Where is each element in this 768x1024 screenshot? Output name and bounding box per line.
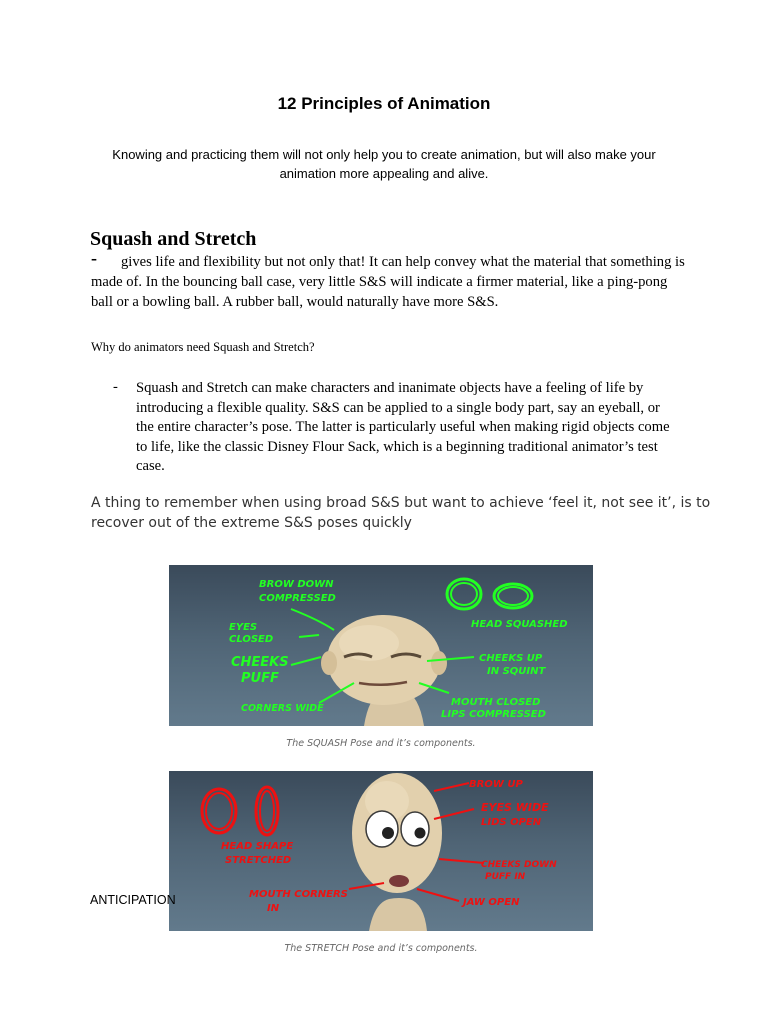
- label-cheeks: CHEEKS: [231, 655, 289, 670]
- bullet-dash: -: [91, 248, 97, 268]
- label-eyes-wide: EYES WIDE: [481, 801, 549, 814]
- squash-illustration: [169, 565, 593, 726]
- remember-note: A thing to remember when using broad S&S but want to achieve ‘feel it, not see it’, is to recover out of the extreme S&S poses quickly: [91, 495, 711, 531]
- list-bullet: -: [113, 379, 118, 395]
- label-cheeks-puff: PUFF: [241, 671, 279, 686]
- label-mouth-in: IN: [267, 903, 280, 914]
- squash-stretch-paragraph: gives life and flexibility but not only that! It can help convey what the material that something is made of. In the bouncing ball case, very little S&S will indicate a firmer material, like a ping-pong ball or a bowling ball. A rubber ball, would naturally have more S&S.: [91, 254, 685, 310]
- body-shape: [369, 898, 427, 931]
- squash-pose-image: [169, 565, 593, 726]
- squash-caption: The SQUASH Pose and it’s components.: [286, 738, 476, 749]
- label-lids-open: LIDS OPEN: [481, 817, 542, 828]
- label-brow-down: BROW DOWN: [259, 579, 334, 590]
- squash-stretch-heading: Squash and Stretch: [90, 228, 257, 250]
- list-item: Squash and Stretch can make characters and inanimate objects have a feeling of life by introducing a flexible quality. S&S can be applied to a single body part, say an eyeball, or the entire character’s pose. The latter is particularly useful when making rigid objects come to life, like the classic Disney Flour Sack, which is a beginning traditional animator’s test case.: [136, 380, 670, 474]
- label-brow-up: BROW UP: [469, 779, 523, 790]
- label-corners-wide: CORNERS WIDE: [241, 703, 324, 714]
- stretch-pose-image: [169, 771, 593, 931]
- label-mouth-corners: MOUTH CORNERS: [249, 889, 348, 900]
- label-brow-compressed: COMPRESSED: [259, 593, 336, 604]
- label-cheeks-up: CHEEKS UP: [479, 653, 543, 664]
- page-title: 12 Principles of Animation: [277, 94, 491, 113]
- label-eyes: EYES: [229, 622, 258, 633]
- label-lips-compressed: LIPS COMPRESSED: [441, 709, 546, 720]
- label-head-shape: HEAD SHAPE: [221, 841, 294, 852]
- label-mouth-closed: MOUTH CLOSED: [451, 697, 541, 708]
- stretch-caption: The STRETCH Pose and it’s components.: [284, 943, 478, 954]
- label-in-squint: IN SQUINT: [487, 666, 546, 677]
- label-head-squashed: HEAD SQUASHED: [471, 619, 568, 630]
- label-cheeks-down: CHEEKS DOWN: [481, 860, 557, 870]
- anticipation-heading: ANTICIPATION: [90, 893, 176, 907]
- intro-paragraph: Knowing and practicing them will not only help you to create animation, but will also make your animation more appealing and alive.: [112, 147, 656, 181]
- label-puff-in: PUFF IN: [485, 872, 526, 882]
- question-text: Why do animators need Squash and Stretch?: [91, 340, 315, 354]
- label-stretched: STRETCHED: [225, 855, 292, 866]
- label-eyes-closed: CLOSED: [229, 634, 274, 645]
- label-jaw-open: JAW OPEN: [463, 897, 520, 908]
- stretch-illustration: [169, 771, 593, 931]
